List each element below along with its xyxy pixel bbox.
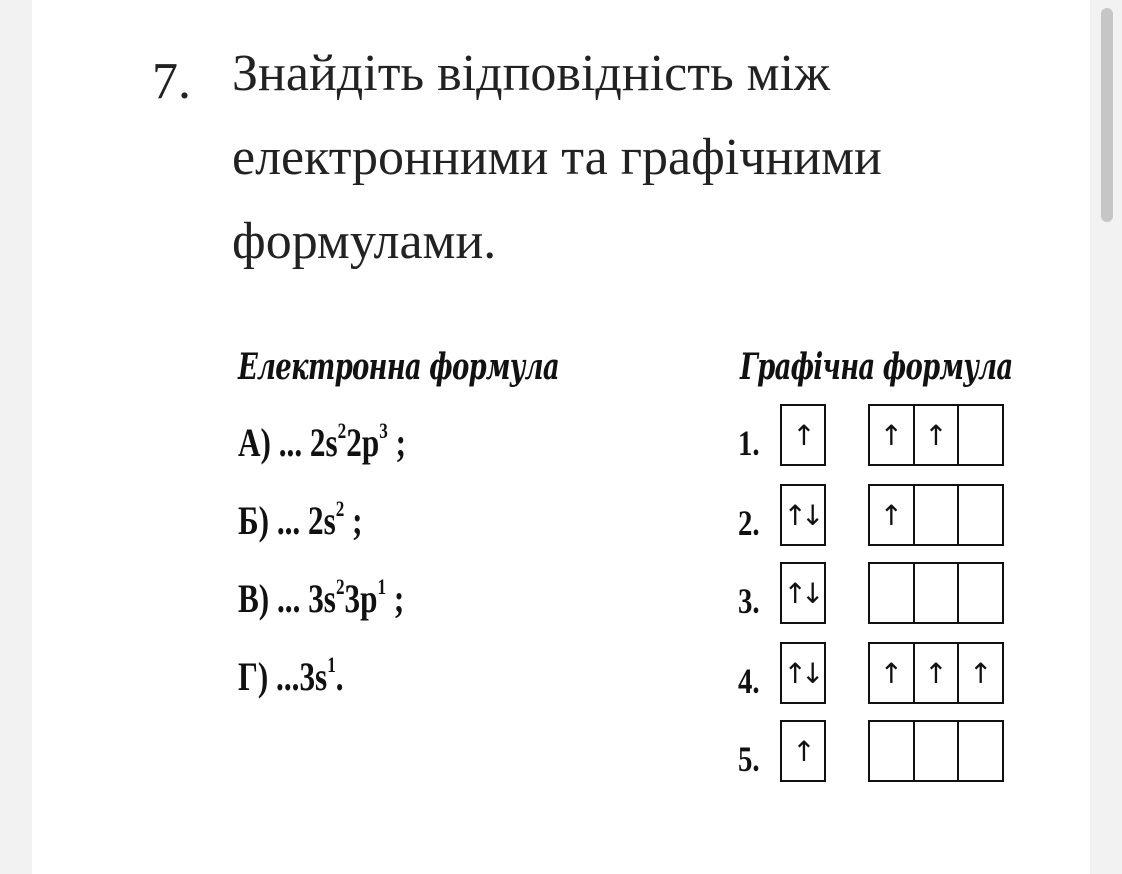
p-orbital-cell: ↑ <box>870 406 915 464</box>
s-orbital-cell: ↑ <box>780 720 826 782</box>
electron-count: 3 <box>379 418 388 443</box>
electron-count: 2 <box>335 574 345 599</box>
item-letter: Б) <box>238 498 270 543</box>
orbital-term: 2p <box>346 420 380 465</box>
p-orbital-cell <box>959 406 1002 464</box>
row-number: 3. <box>738 581 760 621</box>
p-orbital-group <box>868 484 1004 546</box>
orbital-term: 3p <box>344 576 378 621</box>
scrollbar-thumb[interactable] <box>1101 8 1113 222</box>
p-orbital-cell <box>915 722 960 780</box>
s-orbital-cell: ↑↓ <box>780 642 826 704</box>
question-line: Знайдіть відповідність між <box>232 45 830 102</box>
orbital-term: 2s <box>308 498 336 543</box>
p-orbital-group <box>868 562 1004 624</box>
graphic-formula-row <box>738 720 1018 782</box>
item-end: . <box>335 654 344 699</box>
orbital-term: 3s <box>308 576 336 621</box>
item-prefix: ... <box>268 654 300 699</box>
item-letter: Г) <box>238 654 269 699</box>
orbital-term: 3s <box>299 654 328 699</box>
p-orbital-group <box>868 642 1004 704</box>
electron-count: 2 <box>335 496 345 521</box>
p-orbital-group <box>868 404 1004 466</box>
question-line: електронними та графічними <box>232 129 882 186</box>
s-orbital-cell: ↑ <box>780 404 826 466</box>
p-orbital-cell <box>959 564 1002 622</box>
s-orbital-cell: ↑↓ <box>780 562 826 624</box>
graphic-formula-row <box>738 562 1018 624</box>
p-orbital-cell <box>870 722 915 780</box>
p-orbital-cell: ↑ <box>870 644 915 702</box>
p-orbital-cell: ↑ <box>870 486 915 544</box>
p-orbital-cell: ↑ <box>915 406 960 464</box>
p-orbital-cell <box>959 722 1002 780</box>
row-number: 1. <box>738 423 760 463</box>
electron-formula-item <box>238 496 363 544</box>
electron-formula-heading: Електронна формула <box>238 346 559 388</box>
row-number: 2. <box>738 503 760 543</box>
item-prefix: ... <box>269 576 309 621</box>
graphic-formula-row <box>738 404 1018 466</box>
p-orbital-cell <box>915 564 960 622</box>
graphic-formula-row <box>738 484 1018 546</box>
p-orbital-cell <box>870 564 915 622</box>
question-text <box>232 32 1022 284</box>
graphic-formula-row <box>738 642 1018 704</box>
electron-count: 1 <box>377 574 387 599</box>
item-prefix: ... <box>270 420 310 465</box>
item-prefix: ... <box>269 498 309 543</box>
orbital-term: 2s <box>309 420 338 465</box>
p-orbital-cell <box>959 486 1002 544</box>
row-number: 4. <box>738 661 760 701</box>
electron-formula-item <box>238 574 404 622</box>
question-number: 7. <box>152 53 191 110</box>
p-orbital-cell: ↑ <box>915 644 960 702</box>
s-orbital-cell: ↑↓ <box>780 484 826 546</box>
row-number: 5. <box>738 739 760 779</box>
electron-count: 1 <box>327 652 336 677</box>
p-orbital-cell: ↑ <box>968 656 993 690</box>
electron-count: 2 <box>337 418 347 443</box>
item-letter: А) <box>238 420 271 465</box>
item-end: ; <box>387 420 406 465</box>
electron-formula-item <box>238 418 406 466</box>
p-orbital-group <box>868 720 1004 782</box>
graphic-formula-heading: Графічна формула <box>740 346 1013 388</box>
p-orbital-cell <box>915 486 960 544</box>
question-line: формулами. <box>232 213 497 270</box>
item-end: ; <box>386 576 405 621</box>
item-end: ; <box>344 498 363 543</box>
electron-formula-item <box>238 652 344 700</box>
item-letter: В) <box>238 576 270 621</box>
